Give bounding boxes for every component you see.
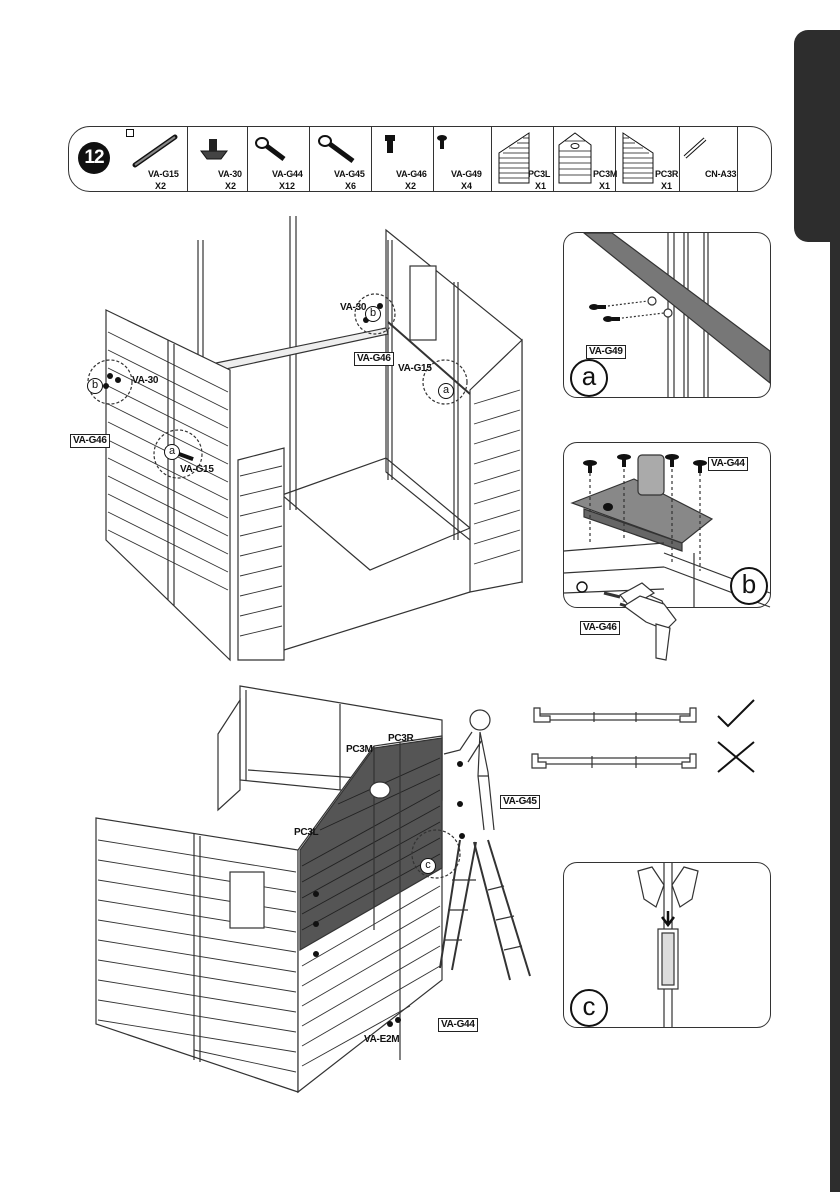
parts-bar	[68, 126, 772, 192]
marker-c: c	[420, 858, 436, 874]
part-code: PC3M	[593, 169, 618, 179]
label-va30-right: VA-30	[340, 302, 367, 313]
part-qty: X6	[345, 181, 357, 191]
detail-b	[563, 442, 771, 633]
label-vag45: VA-G45	[500, 795, 540, 809]
part-code: VA-G15	[148, 169, 179, 179]
marker-b-left: b	[87, 378, 103, 394]
detail-a-label: VA-G49	[586, 345, 626, 359]
part-code: VA-G44	[272, 169, 303, 179]
part-code: CN-A33	[705, 169, 737, 179]
profile-correct	[532, 704, 698, 728]
part-qty: X1	[661, 181, 673, 191]
marker-b-right: b	[365, 306, 381, 322]
label-pc3l: PC3L	[294, 827, 319, 838]
panel-left-icon	[497, 131, 531, 185]
check-icon	[716, 698, 756, 728]
part-code: VA-30	[218, 169, 242, 179]
detail-c-letter: c	[570, 989, 608, 1027]
part-qty: X2	[405, 181, 417, 191]
corner-bracket-icon	[197, 135, 233, 161]
detail-a	[563, 232, 771, 398]
screw-icon	[254, 135, 294, 167]
part-qty: X12	[279, 181, 296, 191]
detail-a-letter: a	[570, 359, 608, 397]
long-screw-icon	[317, 133, 361, 167]
label-vag46-right: VA-G46	[354, 352, 394, 366]
part-qty: X1	[535, 181, 547, 191]
detail-c	[563, 862, 771, 1028]
label-pc3r: PC3R	[388, 733, 414, 744]
panel-middle-icon	[557, 131, 593, 185]
part-qty: X2	[225, 181, 237, 191]
clip-icon	[683, 137, 709, 159]
small-screw-icon	[435, 133, 451, 153]
part-qty: X2	[155, 181, 167, 191]
part-qty: X4	[461, 181, 473, 191]
shed-frame-diagram	[70, 210, 530, 660]
label-va30-left: VA-30	[132, 375, 159, 386]
part-code: VA-G46	[396, 169, 427, 179]
part-code: PC3R	[655, 169, 679, 179]
label-vag44: VA-G44	[438, 1018, 478, 1032]
side-tab	[794, 30, 840, 242]
shed-walls-diagram	[90, 680, 550, 1100]
detail-b-label-bottom: VA-G46	[580, 621, 620, 635]
part-code: PC3L	[528, 169, 551, 179]
part-code: VA-G45	[334, 169, 365, 179]
detail-b-label-top: VA-G44	[708, 457, 748, 471]
rod-icon	[131, 133, 181, 169]
short-screw-icon	[381, 133, 401, 159]
label-vag15-left: VA-G15	[180, 464, 214, 475]
part-code: VA-G49	[451, 169, 482, 179]
label-vag46-left: VA-G46	[70, 434, 110, 448]
marker-a-left: a	[164, 444, 180, 460]
marker-a-right: a	[438, 383, 454, 399]
label-vag15-right: VA-G15	[398, 363, 432, 374]
cross-icon	[716, 740, 756, 774]
detail-b-letter: b	[730, 567, 768, 605]
panel-right-icon	[621, 131, 655, 185]
part-qty: X1	[599, 181, 611, 191]
drill-icon	[620, 590, 690, 666]
label-pc3m: PC3M	[346, 744, 373, 755]
step-number: 12	[78, 142, 110, 174]
label-vae2m: VA-E2M	[364, 1034, 400, 1045]
profile-wrong	[528, 748, 700, 772]
side-strip	[830, 242, 840, 1192]
